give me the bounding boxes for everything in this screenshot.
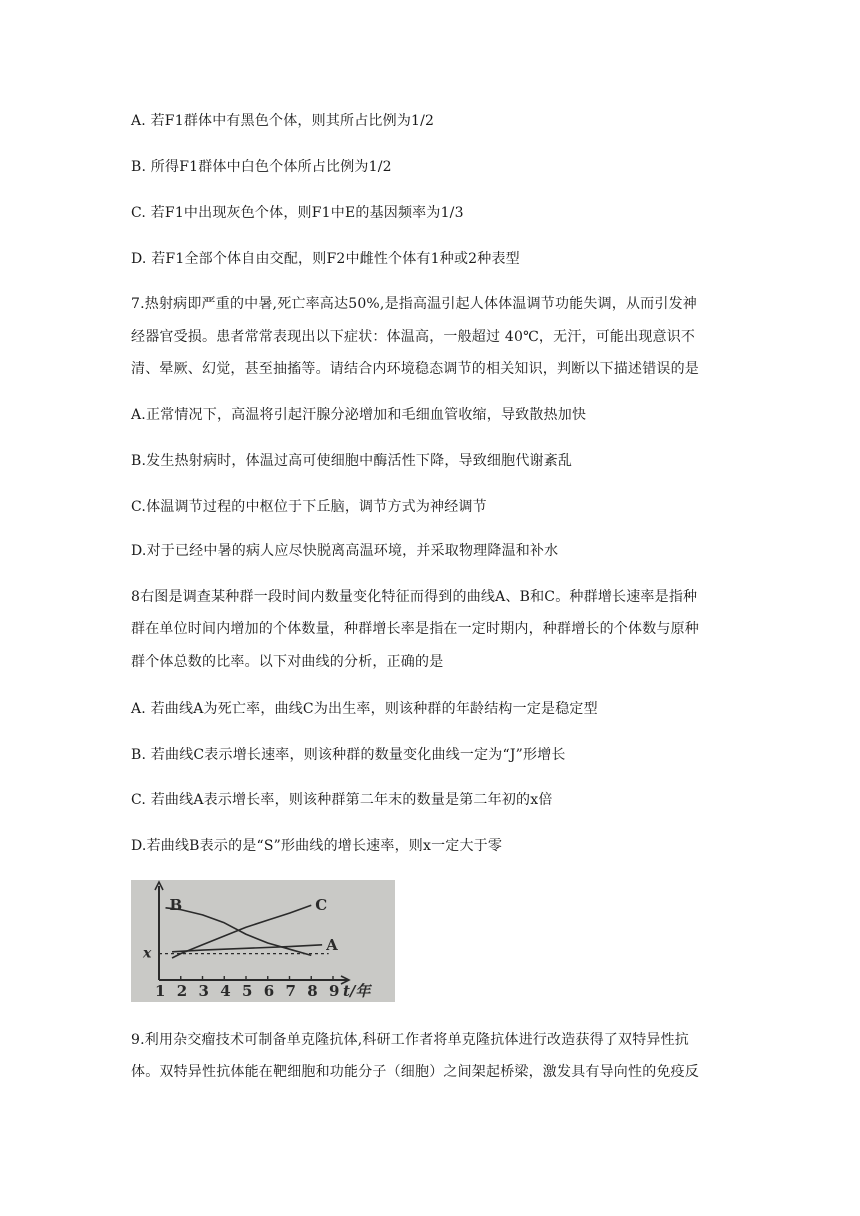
q6-option-d: D. 若F1全部个体自由交配，则F2中雌性个体有1种或2种表型 (131, 251, 520, 267)
y-tick-label: x (143, 945, 152, 962)
series-label-a: A (326, 935, 338, 954)
q7-stem-line-3: 清、晕厥、幻觉，甚至抽搐等。请结合内环境稳态调节的相关知识，判断以下描述错误的是 (131, 361, 699, 377)
x-tick-label: 8 (307, 982, 318, 1000)
q8-option-c: C. 若曲线A表示增长率，则该种群第二年末的数量是第二年初的x倍 (131, 792, 553, 808)
x-tick-label: 1 (155, 982, 166, 1000)
population-curves-chart (131, 880, 395, 1002)
q8-stem-line-1: 8右图是调查某种群一段时间内数量变化特征而得到的曲线A、B和C。种群增长速率是指种 (131, 589, 698, 605)
q7-option-b: B.发生热射病时，体温过高可使细胞中酶活性下降，导致细胞代谢紊乱 (131, 453, 573, 469)
x-tick-label: 3 (198, 982, 209, 1000)
q6-option-a: A. 若F1群体中有黑色个体，则其所占比例为1/2 (131, 113, 435, 129)
q8-option-a: A. 若曲线A为死亡率，曲线C为出生率，则该种群的年龄结构一定是稳定型 (131, 701, 598, 717)
q9-stem-line-1: 9.利用杂交瘤技术可制备单克隆抗体,科研工作者将单克隆抗体进行改造获得了双特异性抗 (131, 1032, 690, 1048)
q7-stem-line-2: 经器官受损。患者常常表现出以下症状：体温高，一般超过 40℃，无汗，可能出现意识不 (131, 329, 696, 345)
q9-stem-line-2: 体。双特异性抗体能在靶细胞和功能分子（细胞）之间架起桥梁，激发具有导向性的免疫反 (131, 1064, 699, 1080)
q7-option-c: C.体温调节过程的中枢位于下丘脑，调节方式为神经调节 (131, 499, 487, 515)
q6-option-b: B. 所得F1群体中白色个体所占比例为1/2 (131, 159, 392, 175)
x-tick-label: 7 (285, 982, 296, 1000)
x-axis-label: t/年 (343, 982, 371, 1000)
x-tick-label: 2 (176, 982, 188, 1000)
q7-option-a: A.正常情况下，高温将引起汗腺分泌增加和毛细血管收缩，导致散热加快 (131, 407, 587, 423)
q6-option-c: C. 若F1中出现灰色个体，则F1中E的基因频率为1/3 (131, 205, 464, 221)
q7-option-d: D.对于已经中暑的病人应尽快脱离高温环境，并采取物理降温和补水 (131, 543, 559, 559)
q8-option-d: D.若曲线B表示的是“S”形曲线的增长速率，则x一定大于零 (131, 838, 503, 854)
q8-option-b: B. 若曲线C表示增长速率，则该种群的数量变化曲线一定为“J”形增长 (131, 747, 566, 763)
series-label-b: B (169, 895, 183, 914)
q8-stem-line-2: 群在单位时间内增加的个体数量，种群增长率是指在一定时期内，种群增长的个体数与原种 (131, 621, 699, 637)
x-tick-label: 9 (329, 982, 340, 1000)
series-label-c: C (315, 896, 328, 915)
x-tick-label: 5 (242, 982, 253, 1000)
x-tick-label: 4 (220, 982, 231, 1000)
q8-stem-line-3: 群个体总数的比率。以下对曲线的分析，正确的是 (131, 654, 444, 670)
population-curves-figure (131, 880, 395, 1002)
chart-series-layer (166, 905, 323, 958)
q7-stem-line-1: 7.热射病即严重的中暑,死亡率高达50%,是指高温引起人体体温调节功能失调，从而引发神 (131, 296, 697, 312)
x-tick-label: 6 (263, 982, 275, 1000)
